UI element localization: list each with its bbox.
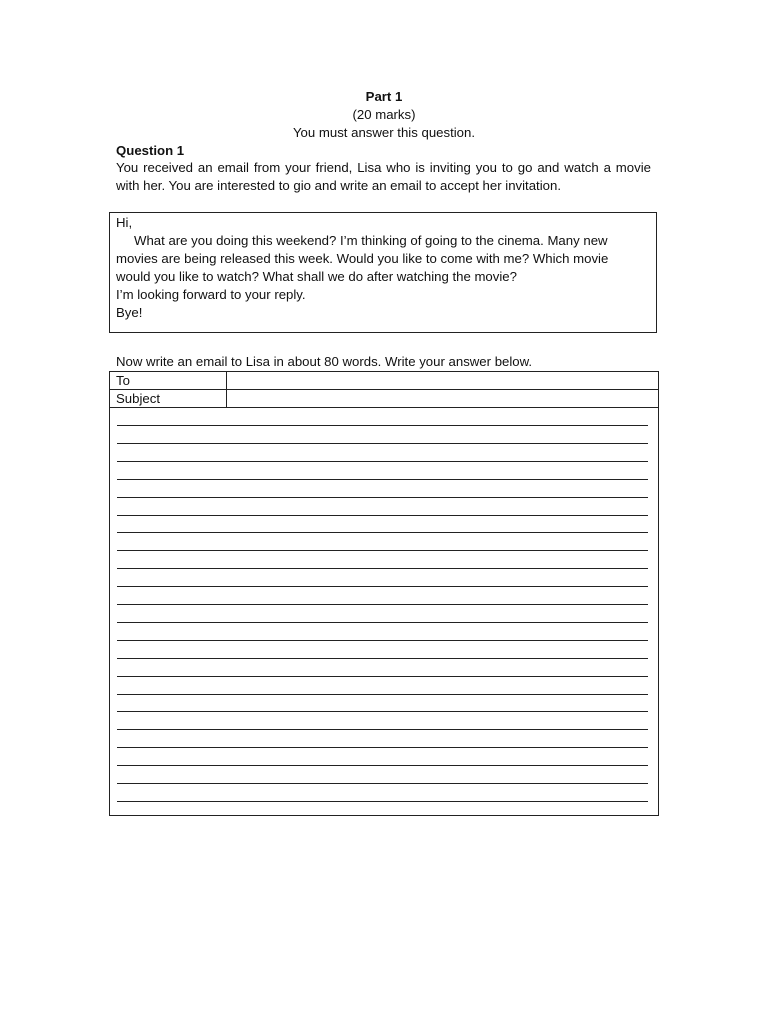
letter-line: movies are being released this week. Would you like to come with me? Which movie bbox=[116, 251, 609, 266]
answer-line[interactable] bbox=[117, 443, 648, 444]
subject-field[interactable] bbox=[227, 390, 659, 408]
answer-line[interactable] bbox=[117, 622, 648, 623]
answer-line[interactable] bbox=[117, 729, 648, 730]
part-marks: (20 marks) bbox=[352, 107, 416, 122]
answer-line[interactable] bbox=[117, 658, 648, 659]
part-instruction: You must answer this question. bbox=[292, 125, 476, 140]
task-instruction: Now write an email to Lisa in about 80 words. Write your answer below. bbox=[116, 354, 533, 369]
letter-line: What are you doing this weekend? I’m thinking of going to the cinema. Many new bbox=[134, 233, 608, 248]
to-field[interactable] bbox=[227, 372, 659, 390]
answer-line[interactable] bbox=[117, 568, 648, 569]
answer-line[interactable] bbox=[117, 497, 648, 498]
part-title: Part 1 bbox=[365, 89, 403, 104]
answer-line[interactable] bbox=[117, 765, 648, 766]
answer-line[interactable] bbox=[117, 461, 648, 462]
letter-line: would you like to watch? What shall we do after watching the movie? bbox=[116, 269, 517, 284]
answer-line[interactable] bbox=[117, 425, 648, 426]
answer-line[interactable] bbox=[117, 801, 648, 802]
to-label: To bbox=[110, 372, 227, 390]
letter-signoff: Bye! bbox=[116, 305, 143, 320]
answer-line[interactable] bbox=[117, 640, 648, 641]
question-text: You received an email from your friend, Lisa who is inviting you to go and watch a movie with her. You are interested to gio and write an email to accept her invitation. bbox=[116, 160, 651, 193]
subject-label: Subject bbox=[110, 390, 227, 408]
answer-area[interactable] bbox=[109, 407, 659, 816]
answer-line[interactable] bbox=[117, 747, 648, 748]
letter-line: I’m looking forward to your reply. bbox=[116, 287, 306, 302]
lisa-letter-box bbox=[109, 212, 657, 333]
answer-line[interactable] bbox=[117, 711, 648, 712]
to-row bbox=[110, 372, 659, 390]
answer-line[interactable] bbox=[117, 479, 648, 480]
question-label: Question 1 bbox=[116, 143, 185, 158]
answer-line[interactable] bbox=[117, 586, 648, 587]
answer-line[interactable] bbox=[117, 676, 648, 677]
email-header-table bbox=[109, 371, 659, 408]
answer-line[interactable] bbox=[117, 532, 648, 533]
letter-greeting: Hi, bbox=[116, 215, 133, 230]
answer-line[interactable] bbox=[117, 783, 648, 784]
subject-row bbox=[110, 390, 659, 408]
answer-line[interactable] bbox=[117, 550, 648, 551]
answer-line[interactable] bbox=[117, 515, 648, 516]
answer-line[interactable] bbox=[117, 694, 648, 695]
answer-line[interactable] bbox=[117, 604, 648, 605]
